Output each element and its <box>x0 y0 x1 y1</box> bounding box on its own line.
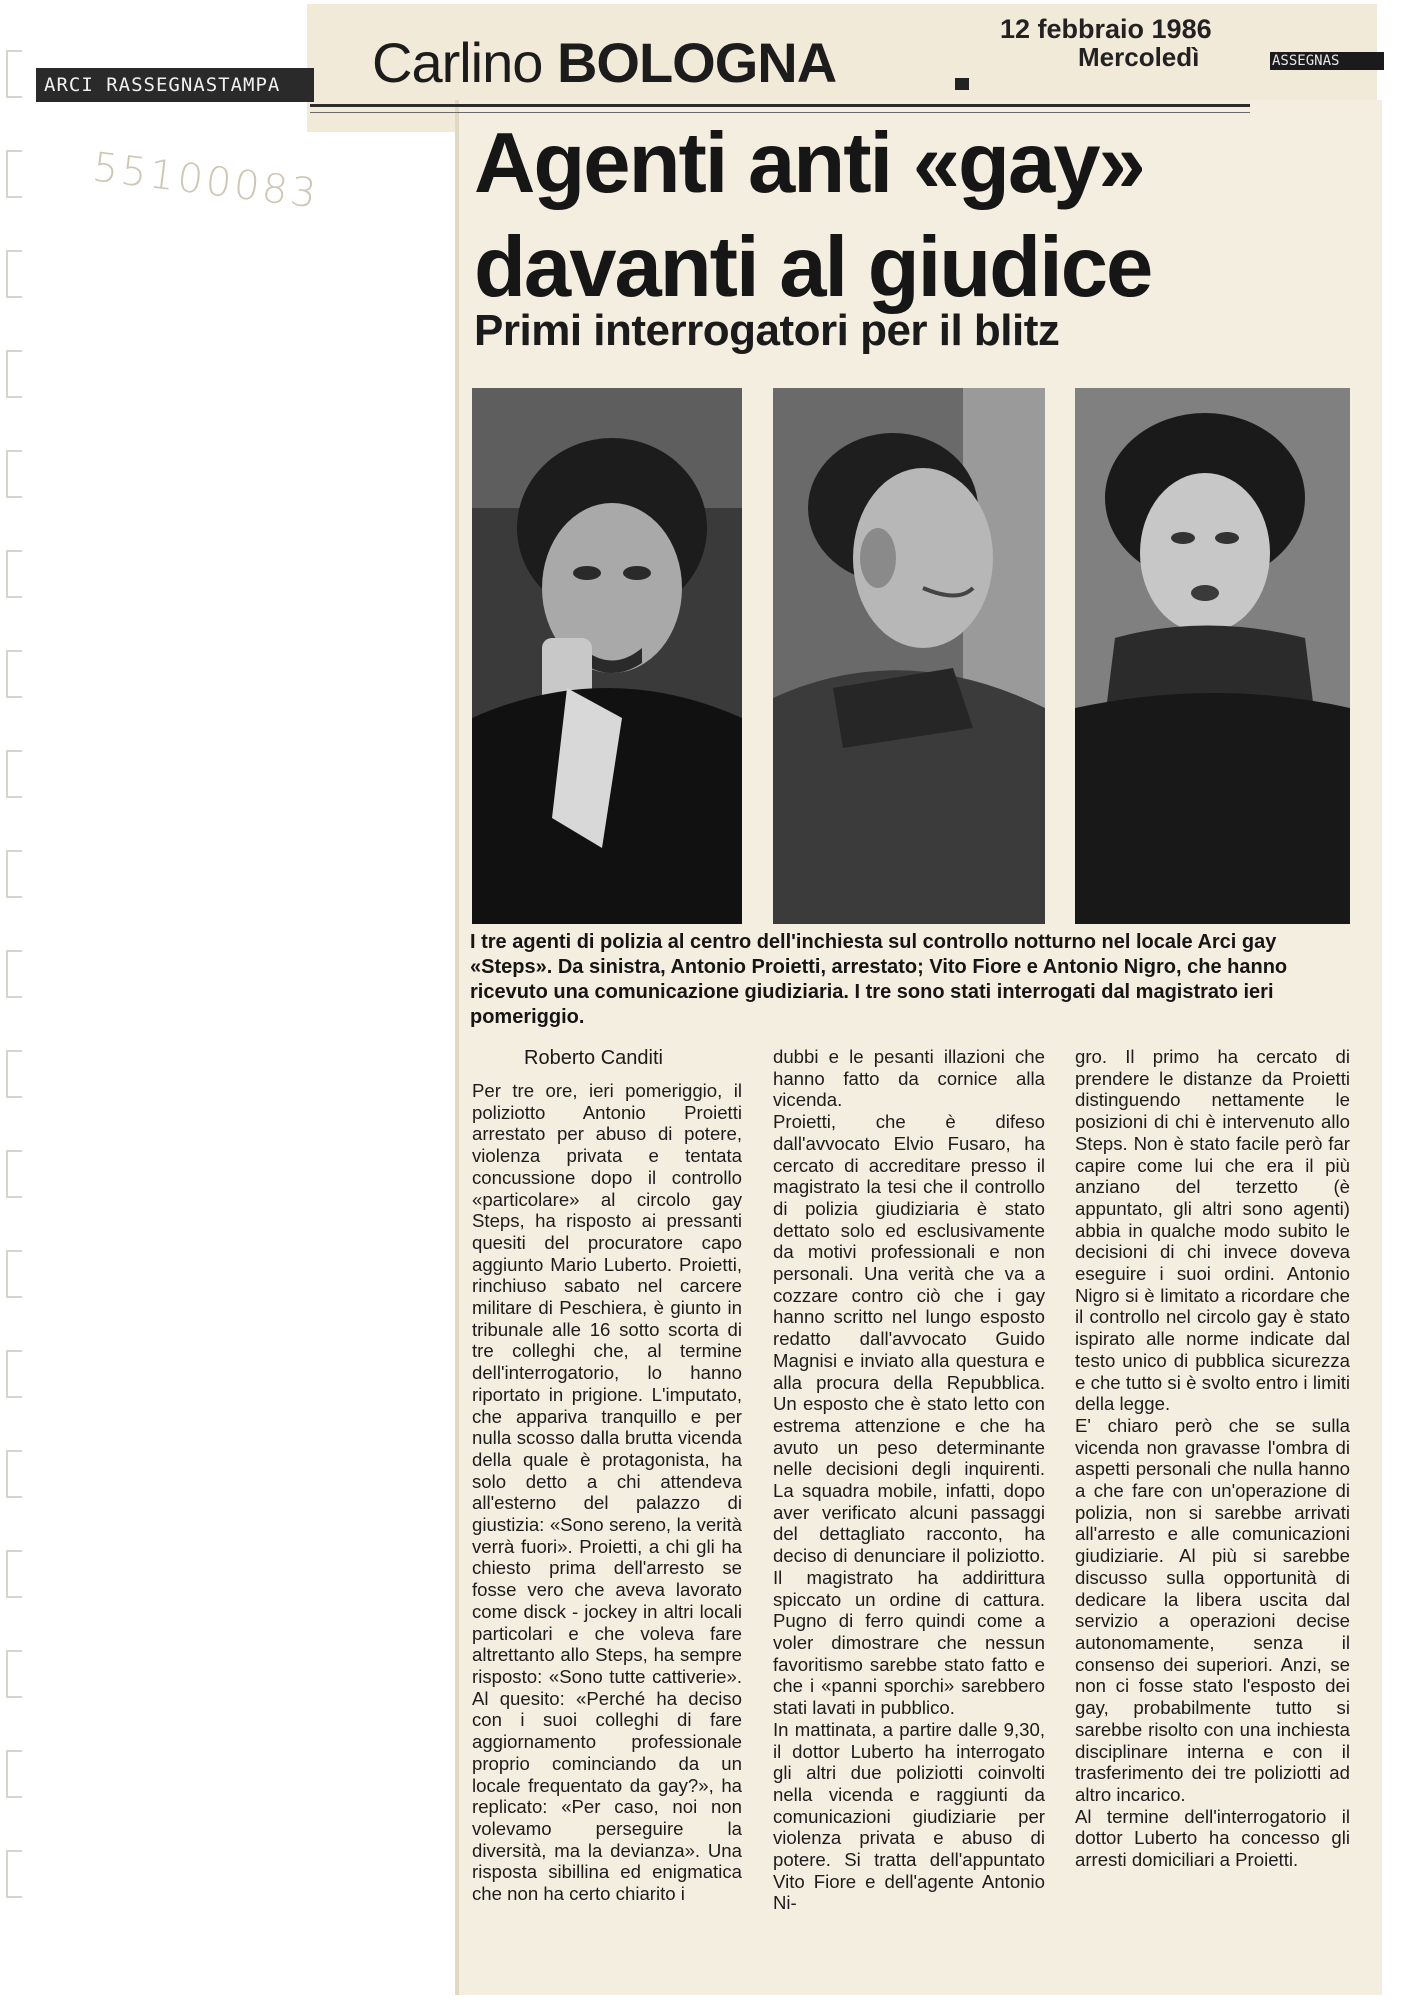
photo-vito-fiore <box>773 388 1045 924</box>
clipping-edge <box>455 100 459 1995</box>
photo-antonio-nigro <box>1075 388 1350 924</box>
archive-number: 55100083 <box>90 144 322 218</box>
column-3-paragraph-1: gro. Il primo ha cercato di prendere le distanze da Proietti distinguendo nettamente le posizioni di chi è intervenuto allo Steps. Non è stato facile però far capire come lui che era il più anziano del terzetto (è appuntato, gli altri sono agenti) abbia in qualche modo subito le decisioni di chi invece doveva eseguire i suoi ordini. Antonio Nigro si è limitato a ricordare che il controllo nel circolo gay è stato ispirato alle norme indicate dal testo unico di pubblica sicurezza e che tutto si è svolto entro i limiti della legge. <box>1075 1046 1350 1415</box>
article-headline <box>474 112 1364 320</box>
binder-mark <box>6 1350 22 1398</box>
column-3-paragraph-3: Al termine dell'interrogatorio il dottor Luberto ha concesso gli arresti domiciliari a Proietti. <box>1075 1805 1350 1871</box>
binder-mark <box>6 1650 22 1698</box>
arci-stamp-right: ASSEGNAS <box>1270 52 1384 70</box>
article-column-1 <box>472 1080 742 1905</box>
issue-date: 12 febbraio 1986 <box>1000 14 1212 44</box>
column-2-paragraph-2: Proietti, che è difeso dall'avvocato Elvio Fusaro, ha cercato di accreditare presso il magistrato la tesi che il controllo di polizia giudiziaria è stato dettato solo ed esclusivamente da motivi professionali e non personali. Una verità che va a cozzare contro ciò che i gay hanno scritto nel lungo esposto redatto dall'avvocato Guido Magnisi e inviato alla questura e alla procura della Repubblica. Un esposto che è stato letto con estrema attenzione e che ha avuto un peso determinante nelle decisioni degli inquirenti. La squadra mobile, infatti, dopo aver verificato alcuni passaggi del dettagliato racconto, ha deciso di denunciare il poliziotto. Il magistrato ha addirittura spiccato un ordine di cattura. Pugno di ferro quindi come a voler dimostrare che nessun favoritismo sarebbe stato fatto e che i «panni sporchi» sarebbero stati lavati in pubblico. <box>773 1111 1045 1719</box>
binder-mark <box>6 550 22 598</box>
headline-line-1: Agenti anti «gay» <box>474 116 1144 211</box>
binder-mark <box>6 1250 22 1298</box>
column-2-paragraph-1: dubbi e le pesanti illazioni che hanno fatto da cornice alla vicenda. <box>773 1046 1045 1111</box>
binder-mark <box>6 250 22 298</box>
article-column-3 <box>1075 1046 1350 1871</box>
binder-mark <box>6 1450 22 1498</box>
binder-mark <box>6 1750 22 1798</box>
binder-mark <box>6 950 22 998</box>
binder-mark <box>6 850 22 898</box>
binder-mark <box>6 750 22 798</box>
masthead-title-light: Carlino <box>372 31 543 94</box>
column-1-paragraph: Per tre ore, ieri pomeriggio, il poliziotto Antonio Proietti arrestato per abuso di potere, violenza privata e tentata concussione dopo il controllo «particolare» al circolo gay Steps, ha risposto ai pressanti quesiti del procuratore capo aggiunto Mario Luberto. Proietti, rinchiuso sabato nel carcere militare di Peschiera, è giunto in tribunale alle 16 sotto scorta di tre colleghi che, al termine dell'interrogatorio, lo hanno riportato in prigione. L'imputato, che appariva tranquillo e per nulla scosso dalla brutta vicenda della quale è protagonista, ha solo detto a chi attendeva all'esterno del palazzo di giustizia: «Sono sereno, la verità verrà fuori». Proietti, a chi gli ha chiesto prima dell'arresto se fosse vero che aveva lavorato come disck - jockey in altri locali particolari e che voleva fare altrettanto allo Steps, ha sempre risposto: «Sono tutte cattiverie». Al quesito: «Perché ha deciso con i suoi colleghi di fare aggiornamento professionale proprio cominciando da un locale frequentato da gay?», ha replicato: «Per caso, noi non volevamo perseguire la diversità, ma la devianza». Una risposta sibillina ed enigmatica che non ha certo chiarito i <box>472 1080 742 1905</box>
binder-mark <box>6 1150 22 1198</box>
newspaper-masthead <box>372 30 836 95</box>
issue-day: Mercoledì <box>1078 42 1200 72</box>
article-subheadline: Primi interrogatori per il blitz <box>474 306 1060 355</box>
binder-strip <box>6 50 28 1950</box>
arci-rassegnastampa-stamp: ARCI RASSEGNASTAMPA <box>36 68 314 102</box>
binder-mark <box>6 650 22 698</box>
photo-antonio-proietti <box>472 388 742 924</box>
binder-mark <box>6 1550 22 1598</box>
masthead-dash <box>955 78 969 90</box>
masthead-title-bold: BOLOGNA <box>556 31 837 94</box>
binder-mark <box>6 150 22 198</box>
article-column-2 <box>773 1046 1045 1914</box>
binder-mark <box>6 50 22 98</box>
binder-mark <box>6 350 22 398</box>
binder-mark <box>6 1850 22 1898</box>
article-byline: Roberto Canditi <box>524 1047 663 1069</box>
photo-caption: I tre agenti di polizia al centro dell'inchiesta sul controllo notturno nel locale Arci gay «Steps». Da sinistra, Antonio Proietti, arrestato; Vito Fiore e Antonio Nigro, che hanno ricevuto una comunicazione giudiziaria. I tre sono stati interrogati dal magistrato ieri pomeriggio. <box>470 931 1288 1028</box>
headline-line-2: davanti al giudice <box>474 220 1152 315</box>
column-2-paragraph-3: In mattinata, a partire dalle 9,30, il dottor Luberto ha interrogato gli altri due poliziotti coinvolti nella vicenda e raggiunti da comunicazioni giudiziarie per violenza privata e abuso di potere. Si tratta dell'appuntato Vito Fiore e dell'agente Antonio Ni- <box>773 1718 1045 1914</box>
binder-mark <box>6 450 22 498</box>
column-3-paragraph-2: E' chiaro però che se sulla vicenda non gravasse l'ombra di aspetti personali che nulla hanno a che fare con un'operazione di polizia, non si sarebbe arrivati all'arresto e alle comunicazioni giudiziarie. Al più si sarebbe discusso sulla opportunità di dedicare la libera uscita dal servizio a operazioni decise autonomamente, senza il consenso dei superiori. Anzi, se non ci fosse stato l'esposto dei gay, probabilmente tutto si sarebbe risolto con una inchiesta disciplinare interna e con il trasferimento dei tre poliziotti ad altro incarico. <box>1075 1414 1350 1805</box>
masthead-rule <box>310 104 1250 107</box>
binder-mark <box>6 1050 22 1098</box>
